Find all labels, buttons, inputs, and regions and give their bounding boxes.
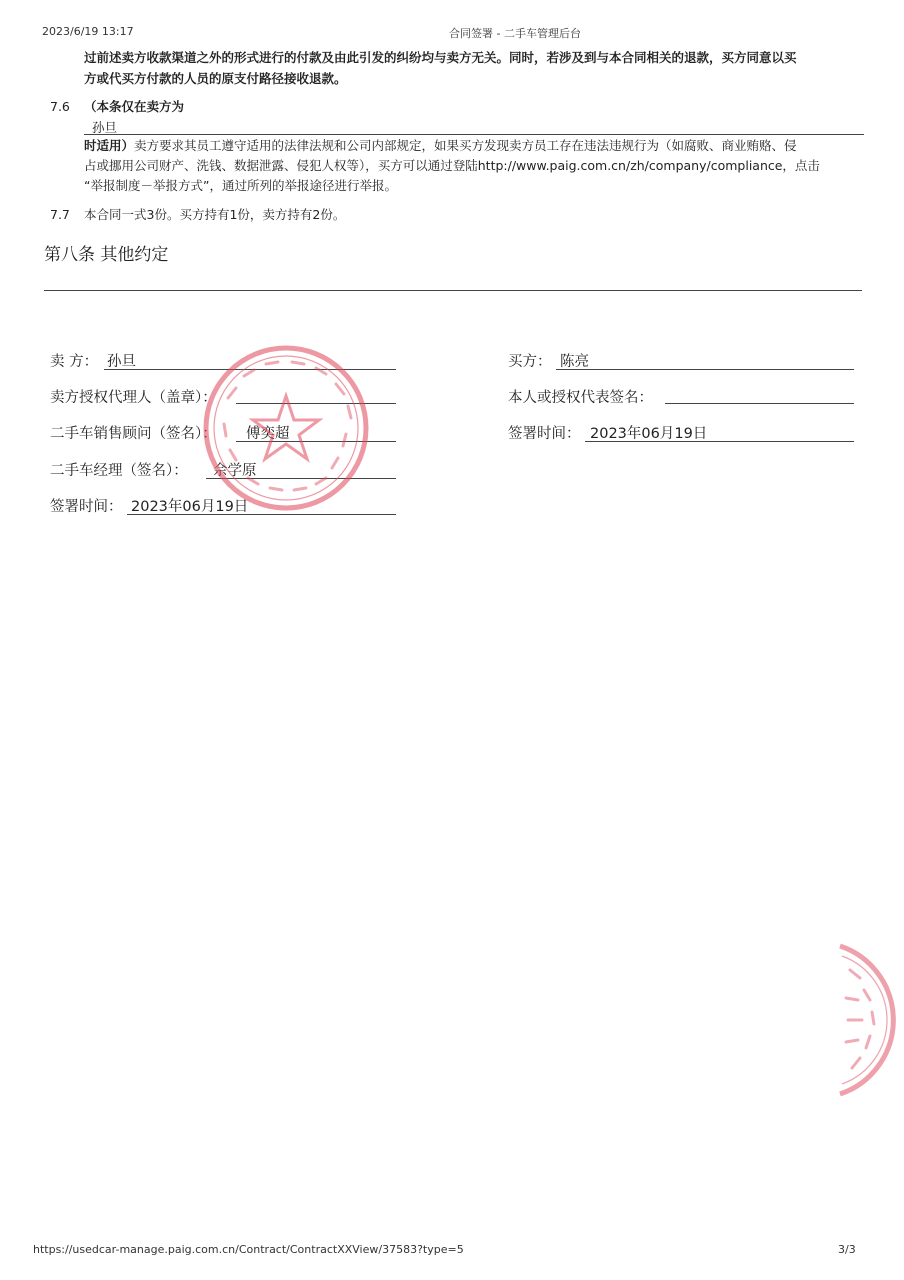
article-8-blank-line (44, 290, 862, 291)
seller-date-label: 签署时间： (50, 499, 123, 515)
clause-7-6-bold-cont: 时适用） (84, 138, 135, 153)
buyer-label: 买方： (508, 354, 552, 370)
clause-7-7-number: 7.7 (50, 207, 70, 222)
buyer-value: 陈亮 (560, 354, 589, 370)
buyer-date-value: 2023年06月19日 (590, 426, 708, 442)
company-seal-stamp (196, 338, 376, 518)
article-8-title: 第八条 其他约定 (44, 245, 169, 265)
buyer-date-line (585, 441, 854, 442)
clause-7-6-filled-name: 孙旦 (92, 120, 118, 135)
clause-7-6-line2: 占或挪用公司财产、洗钱、数据泄露、侵犯人权等），买方可以通过登陆http://www.paig.com.cn/zh/company/compliance，点击 (84, 158, 820, 173)
advisor-label: 二手车销售顾问（签名）： (50, 426, 217, 442)
print-page-title: 合同签署 - 二手车管理后台 (449, 27, 581, 40)
clause-7-6-heading: （本条仅在卖方为 (84, 99, 185, 114)
footer-url: https://usedcar-manage.paig.com.cn/Contract/ContractXXView/37583?type=5 (33, 1243, 464, 1256)
clause-continuation-line1: 过前述卖方收款渠道之外的形式进行的付款及由此引发的纠纷均与卖方无关。同时，若涉及到与本合同相关的退款，买方同意以买 (84, 50, 797, 65)
partial-seal-stamp (820, 940, 904, 1100)
clause-7-6-line3: “举报制度－举报方式”，通过所列的举报途径进行举报。 (84, 178, 397, 193)
buyer-sign-line (665, 403, 854, 404)
clause-7-6-line1-rest: 卖方要求其员工遵守适用的法律法规和公司内部规定，如果买方发现卖方员工存在违法违规行为（如腐败、商业贿赂、侵 (134, 138, 797, 153)
clause-7-7-text: 本合同一式3份。买方持有1份，卖方持有2份。 (84, 207, 346, 222)
footer-page-number: 3/3 (838, 1243, 856, 1256)
manager-label: 二手车经理（签名）： (50, 463, 188, 479)
clause-7-6-number: 7.6 (50, 99, 70, 114)
clause-continuation-line2: 方或代买方付款的人员的原支付路径接收退款。 (84, 71, 347, 86)
seller-date-value: 2023年06月19日 (131, 499, 249, 515)
buyer-line (556, 369, 854, 370)
seller-agent-label: 卖方授权代理人（盖章）： (50, 390, 217, 406)
advisor-value: 傅奕超 (246, 426, 290, 442)
print-datetime: 2023/6/19 13:17 (42, 25, 134, 38)
manager-value: 佘学原 (213, 463, 257, 479)
buyer-date-label: 签署时间： (508, 426, 581, 442)
seller-value: 孙旦 (107, 354, 136, 370)
seller-label: 卖 方： (50, 354, 99, 370)
buyer-sign-label: 本人或授权代表签名： (508, 390, 653, 406)
